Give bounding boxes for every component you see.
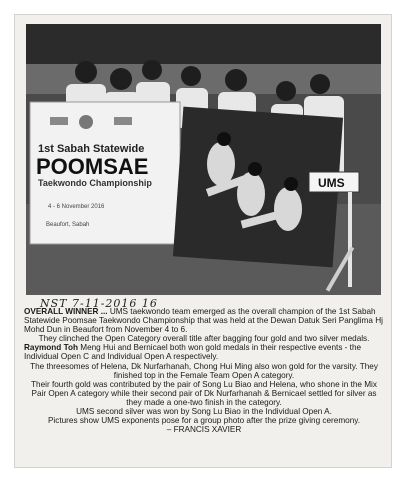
banner-place: Beaufort, Sabah — [46, 222, 90, 228]
caption-lead-bold: OVERALL WINNER ... — [24, 307, 108, 316]
banner-line3: Taekwondo Championship — [38, 178, 152, 188]
caption-para-5: Their fourth gold was contributed by the pair of Song Lu Biao and Helena, who shone in the Mix Pair Open A category while their second pair of Dk Nurfarhanah & Bernicael settled for silver as they made a one-two finish in the category. — [31, 379, 377, 407]
banner-line1: 1st Sabah Statewide — [38, 143, 145, 155]
handwritten-date-note: NST 7-11-2016 16 — [40, 297, 158, 310]
caption-para-2: They clinched the Open Category overall title after bagging four gold and two silver medals. — [38, 334, 370, 344]
photo-caption — [24, 307, 384, 434]
banner-date: 4 - 6 November 2016 — [48, 204, 105, 210]
caption-para-3-text: Meng Hui and Bernicael both won gold medals in their respective events - the Individual Open C and Individual Open A respectively. — [24, 343, 362, 362]
group-photo — [26, 24, 381, 295]
caption-lead-text: UMS taekwondo team emerged as the overall champion of the 1st Sabah Statewide Poomsae Taekwondo Championship that was held at the Dewan Datuk Seri Panglima Hj Mohd Dun in Beaufort from November 4 to 6. — [24, 307, 383, 335]
photo-illustration — [26, 24, 381, 295]
caption-para-3 — [24, 343, 384, 361]
caption-lead — [24, 307, 384, 334]
caption-para-3-bold: Raymond Toh — [24, 343, 78, 353]
banner-line2: POOMSAE — [36, 154, 149, 179]
ums-sign: UMS — [318, 176, 345, 190]
caption-para-4: The threesomes of Helena, Dk Nurfarhanah, Chong Hui Ming also won gold for the varsity. They finished top in the Female Team Open A category. — [30, 361, 378, 380]
caption-para-6: UMS second silver was won by Song Lu Biao in the Individual Open A. — [76, 407, 332, 417]
caption-credit: – FRANCIS XAVIER — [166, 425, 242, 435]
caption-para-7: Pictures show UMS exponents pose for a group photo after the prize giving ceremony. — [47, 416, 361, 426]
